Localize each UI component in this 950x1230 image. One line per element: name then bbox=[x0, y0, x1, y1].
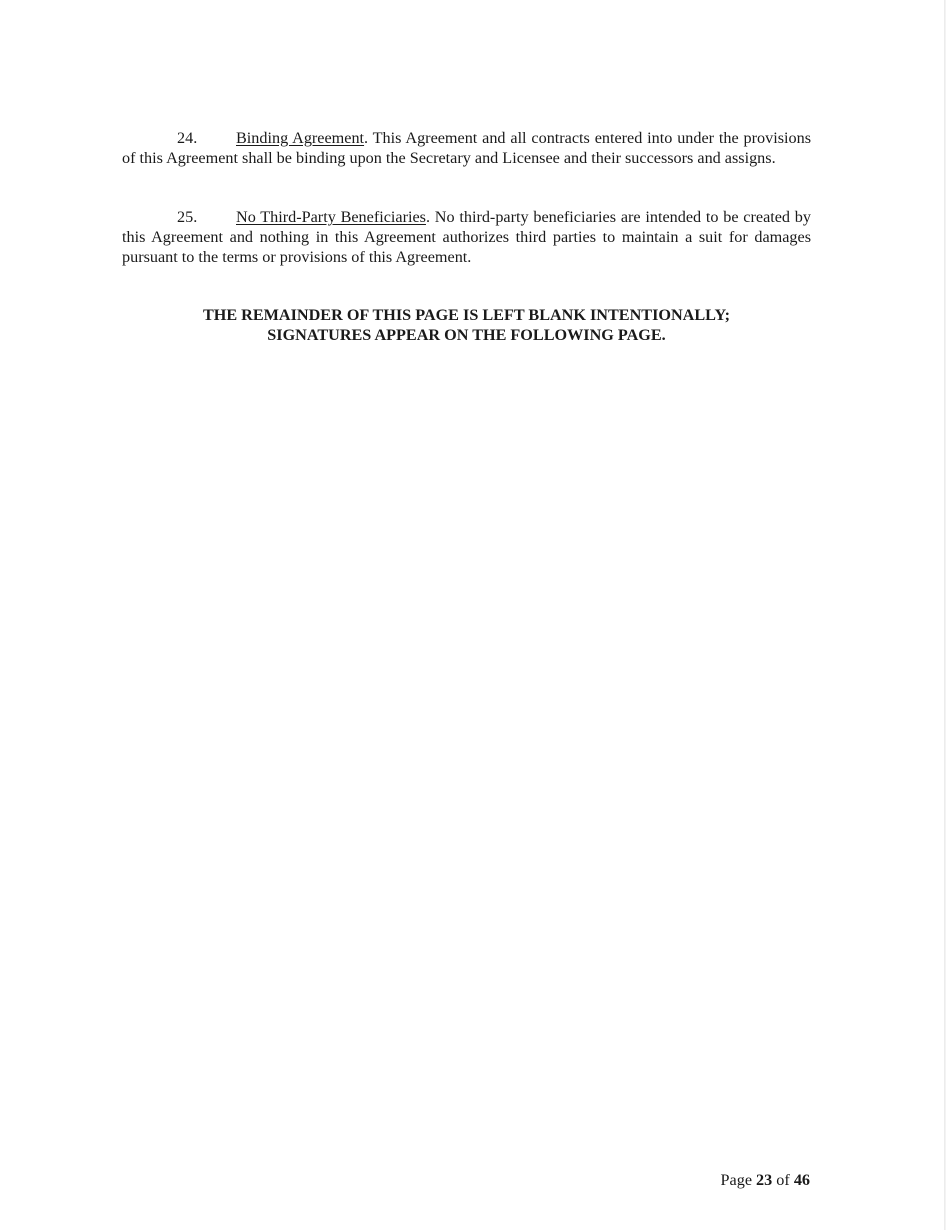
page-number-footer bbox=[721, 1170, 810, 1190]
of-label: of bbox=[776, 1171, 790, 1189]
section-25-paragraph bbox=[122, 207, 811, 267]
notice-line-2: SIGNATURES APPEAR ON THE FOLLOWING PAGE. bbox=[267, 326, 666, 344]
section-25-heading: No Third-Party Beneficiaries bbox=[236, 208, 426, 226]
section-24-paragraph bbox=[122, 128, 811, 168]
section-25-number: 25. bbox=[177, 208, 198, 226]
notice-line-1: THE REMAINDER OF THIS PAGE IS LEFT BLANK INTENTIONALLY; bbox=[202, 306, 731, 324]
page-label: Page bbox=[720, 1171, 752, 1189]
blank-page-notice bbox=[122, 305, 811, 345]
section-24-number: 24. bbox=[177, 129, 198, 147]
total-pages-number: 46 bbox=[793, 1171, 810, 1189]
section-24-text: . This Agreement and all contracts entered into under the provisions of this Agreement shall be binding upon the Secretary and Licensee and their successors and assigns. bbox=[122, 129, 811, 167]
section-24-heading: Binding Agreement bbox=[236, 129, 365, 147]
current-page-number: 23 bbox=[756, 1171, 773, 1189]
scan-edge bbox=[944, 0, 946, 1230]
section-25-text: . No third-party beneficiaries are intended to be created by this Agreement and nothing in this Agreement authorizes third parties to maintain a suit for damages pursuant to the terms or provisions of this Agreement. bbox=[122, 208, 811, 266]
